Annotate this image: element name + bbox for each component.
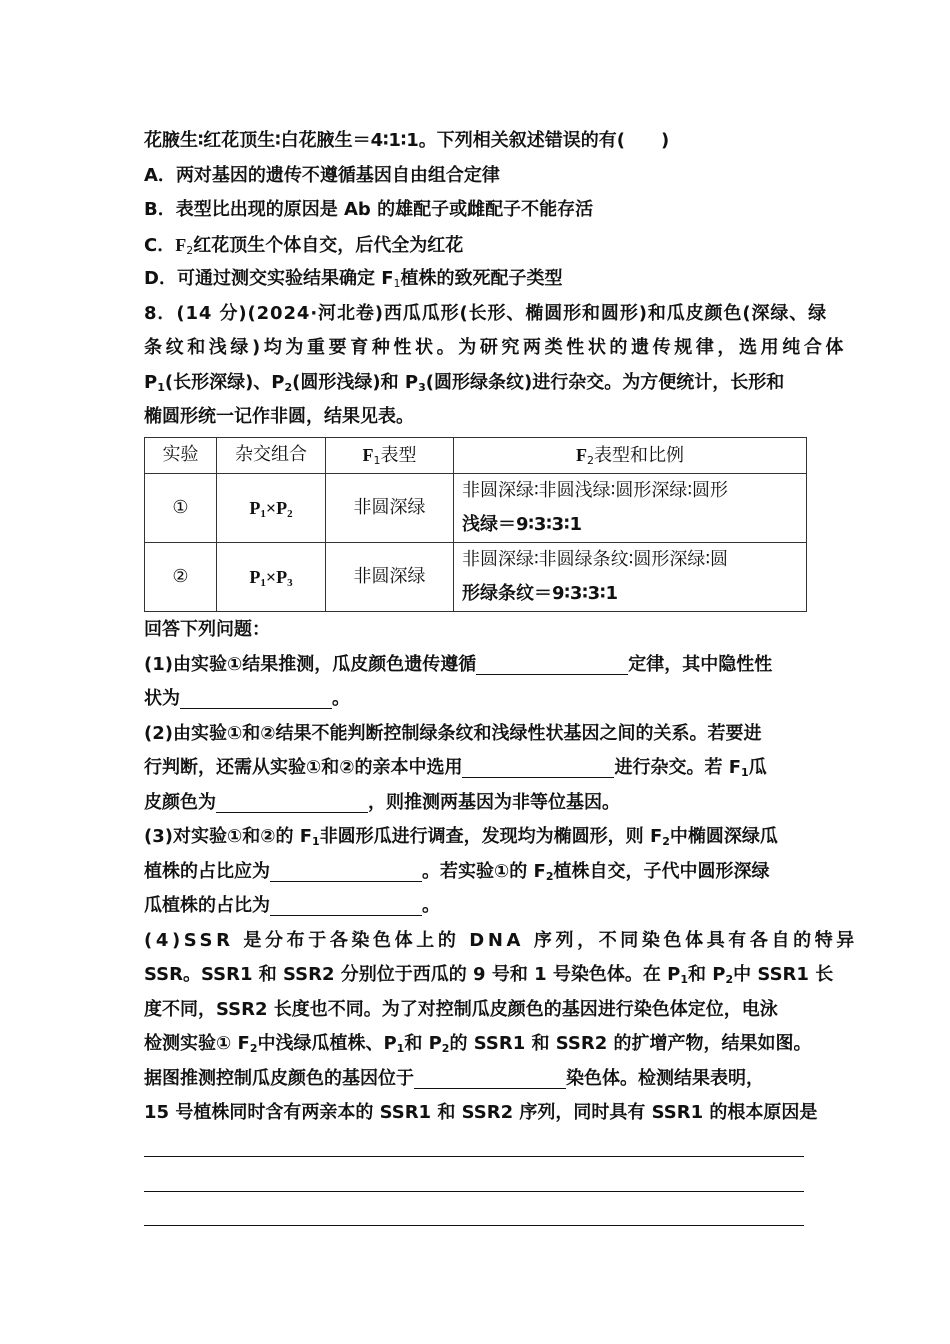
subscript: 3 bbox=[287, 576, 293, 589]
subscript: 2 bbox=[725, 973, 734, 986]
cell-f1: 非圆深绿 bbox=[326, 543, 454, 612]
text: 。 bbox=[422, 895, 440, 916]
answer-blank[interactable] bbox=[180, 686, 332, 709]
text: 中 SSR1 长 bbox=[733, 964, 834, 985]
cell-f1: 非圆深绿 bbox=[326, 474, 454, 543]
text: (圆形浅绿)和 P bbox=[292, 371, 419, 393]
subscript: 2 bbox=[284, 380, 293, 394]
text: 的 SSR1 和 SSR2 的扩增产物，结果如图。 bbox=[449, 1033, 812, 1054]
results-table bbox=[144, 437, 807, 613]
part4-line-5 bbox=[144, 1062, 808, 1097]
q7-stem-tail: 花腋生∶红花顶生∶白花腋生＝4∶1∶1。下列相关叙述错误的有( ) bbox=[144, 130, 670, 151]
q8-intro-text: 西瓜瓜形(长形、椭圆形和圆形)和瓜皮颜色(深绿、绿 bbox=[383, 302, 828, 324]
option-letter: C． bbox=[144, 234, 176, 256]
cell-cross bbox=[217, 543, 326, 612]
subscript: 1 bbox=[312, 835, 320, 848]
table-row bbox=[145, 474, 807, 543]
part1-line-1 bbox=[144, 648, 808, 683]
q8-intro-line-1 bbox=[144, 297, 828, 332]
answer-line[interactable] bbox=[144, 1165, 804, 1200]
table-row bbox=[145, 543, 807, 612]
text: 非圆深绿∶非圆绿条纹∶圆形深绿∶圆 bbox=[462, 549, 729, 570]
text: 。若实验①的 F bbox=[422, 860, 546, 882]
text: 状为 bbox=[144, 688, 180, 709]
part4-line-1: (4)SSR 是分布于各染色体上的 DNA 序列，不同染色体具有各自的特异 bbox=[144, 929, 858, 951]
cell-cross bbox=[217, 474, 326, 543]
subscript: 1 bbox=[741, 766, 749, 779]
part1-line-2 bbox=[144, 682, 808, 717]
text: 非圆深绿∶非圆浅绿∶圆形深绿∶圆形 bbox=[462, 480, 729, 501]
text: 行判断，还需从实验①和②的亲本中选用 bbox=[144, 757, 463, 778]
text: P bbox=[144, 371, 158, 393]
subscript: 1 bbox=[157, 380, 165, 394]
answer-blank[interactable] bbox=[414, 1066, 566, 1089]
table-header-row bbox=[145, 437, 807, 474]
q7-option-d bbox=[144, 262, 808, 297]
q8-meta: (14 分)(2024·河北卷) bbox=[176, 302, 384, 324]
subscript: 3 bbox=[418, 380, 426, 394]
part2-line-1: (2)由实验①和②结果不能判断控制绿条纹和浅绿性状基因之间的关系。若要进 bbox=[144, 722, 762, 744]
q7-option-c bbox=[144, 228, 808, 263]
text: (长形深绿)、P bbox=[164, 371, 285, 393]
answer-blank[interactable] bbox=[270, 859, 422, 882]
answer-blank[interactable] bbox=[270, 893, 422, 916]
part4-line-2 bbox=[144, 958, 834, 993]
subscript: 1 bbox=[260, 507, 266, 520]
answer-blank[interactable] bbox=[476, 652, 628, 675]
subscript: 1 bbox=[396, 1042, 405, 1055]
header-cell: 实验 bbox=[145, 437, 217, 474]
q8-intro-line-4: 椭圆形统一记作非圆，结果见表。 bbox=[144, 406, 414, 427]
option-text-a: 可通过测交实验结果确定 F bbox=[176, 268, 394, 289]
cell-f2 bbox=[454, 474, 807, 543]
part3-line-2 bbox=[144, 855, 808, 890]
text: 非圆形瓜进行调查，发现均为椭圆形，则 F bbox=[319, 826, 663, 847]
text: 据图推测控制瓜皮颜色的基因位于 bbox=[144, 1067, 414, 1089]
question-page bbox=[144, 124, 858, 1234]
subscript: 2 bbox=[587, 453, 594, 467]
q8-number: 8． bbox=[144, 302, 177, 324]
subscript: 2 bbox=[249, 1042, 258, 1055]
text: 皮颜色为 bbox=[144, 791, 216, 813]
header-cell bbox=[454, 437, 807, 474]
option-text-b: 红花顶生个体自交，后代全为红花 bbox=[193, 234, 464, 256]
text: P bbox=[249, 566, 261, 587]
part2-line-3 bbox=[144, 786, 808, 821]
subscript: 1 bbox=[260, 576, 266, 589]
part3-line-3 bbox=[144, 889, 808, 924]
text: 表型 bbox=[380, 444, 417, 466]
subscript: 2 bbox=[545, 869, 554, 883]
text: 进行杂交。若 F bbox=[614, 757, 742, 778]
text: 植株的占比应为 bbox=[144, 860, 270, 882]
subscript: 2 bbox=[287, 507, 293, 520]
option-text: 两对基因的遗传不遵循基因自由组合定律 bbox=[175, 164, 500, 186]
text: 定律，其中隐性性 bbox=[628, 653, 773, 675]
subscript: 1 bbox=[680, 973, 689, 986]
text: 和 P bbox=[688, 964, 726, 985]
answer-blank[interactable] bbox=[216, 790, 368, 813]
text: F bbox=[362, 444, 374, 465]
text: 瓜植株的占比为 bbox=[144, 895, 270, 916]
q7-option-a bbox=[144, 159, 808, 194]
text: ×P bbox=[265, 497, 288, 518]
option-text-b: 植株的致死配子类型 bbox=[400, 268, 563, 289]
text: 检测实验① F bbox=[144, 1033, 250, 1054]
option-text-a: F bbox=[175, 234, 187, 255]
option-letter: D． bbox=[144, 268, 177, 289]
text: 表型和比例 bbox=[594, 444, 684, 466]
part4-line-3: 度不同，SSR2 长度也不同。为了对控制瓜皮颜色的基因进行染色体定位，电泳 bbox=[144, 998, 778, 1020]
answer-line[interactable] bbox=[144, 1131, 804, 1166]
answer-blank[interactable] bbox=[462, 755, 614, 778]
q8-intro-line-2: 条纹和浅绿)均为重要育种性状。为研究两类性状的遗传规律，选用纯合体 bbox=[144, 337, 848, 358]
text: 形绿条纹＝9∶3∶3∶1 bbox=[462, 583, 618, 604]
text: ，则推测两基因为非等位基因。 bbox=[368, 791, 620, 813]
subscript: 2 bbox=[662, 835, 670, 848]
subscript: 1 bbox=[393, 277, 401, 290]
text: P bbox=[249, 497, 261, 518]
text: (3)对实验①和②的 F bbox=[144, 826, 313, 847]
text: 染色体。检测结果表明， bbox=[566, 1067, 764, 1089]
text: (圆形绿条纹)进行杂交。为方便统计，长形和 bbox=[425, 371, 785, 393]
subscript: 1 bbox=[373, 453, 381, 467]
part2-line-2 bbox=[144, 751, 808, 786]
text: 瓜 bbox=[748, 757, 767, 778]
q7-option-b bbox=[144, 193, 808, 228]
answer-line[interactable] bbox=[144, 1200, 804, 1235]
text: (1)由实验①结果推测，瓜皮颜色遗传遵循 bbox=[144, 653, 477, 675]
text: 植株自交，子代中圆形深绿 bbox=[553, 860, 770, 882]
subscript: 2 bbox=[441, 1042, 450, 1055]
answer-prompt: 回答下列问题： bbox=[144, 619, 270, 640]
option-text: 表型比出现的原因是 Ab 的雄配子或雌配子不能存活 bbox=[175, 199, 594, 220]
text: F bbox=[576, 444, 587, 465]
part4-line-6: 15 号植株同时含有两亲本的 SSR1 和 SSR2 序列，同时具有 SSR1 的根本原因是 bbox=[144, 1102, 818, 1123]
option-letter: B． bbox=[144, 199, 176, 220]
header-cell bbox=[326, 437, 454, 474]
subscript: 2 bbox=[186, 243, 194, 257]
q8-intro-line-3 bbox=[144, 366, 808, 401]
text: 中浅绿瓜植株、P bbox=[257, 1033, 397, 1054]
cell-experiment: ② bbox=[145, 543, 217, 612]
text: 。 bbox=[332, 688, 350, 709]
part3-line-1 bbox=[144, 820, 808, 855]
cell-f2 bbox=[454, 543, 807, 612]
option-letter: A． bbox=[144, 164, 176, 186]
text: 浅绿＝9∶3∶3∶1 bbox=[462, 514, 582, 535]
header-cell: 杂交组合 bbox=[217, 437, 326, 474]
part4-line-4 bbox=[144, 1027, 812, 1062]
cell-experiment: ① bbox=[145, 474, 217, 543]
text: SSR。SSR1 和 SSR2 分别位于西瓜的 9 号和 1 号染色体。在 P bbox=[144, 964, 681, 985]
text: 中椭圆深绿瓜 bbox=[669, 826, 778, 847]
text: ×P bbox=[265, 566, 288, 587]
text: 和 P bbox=[404, 1033, 442, 1054]
